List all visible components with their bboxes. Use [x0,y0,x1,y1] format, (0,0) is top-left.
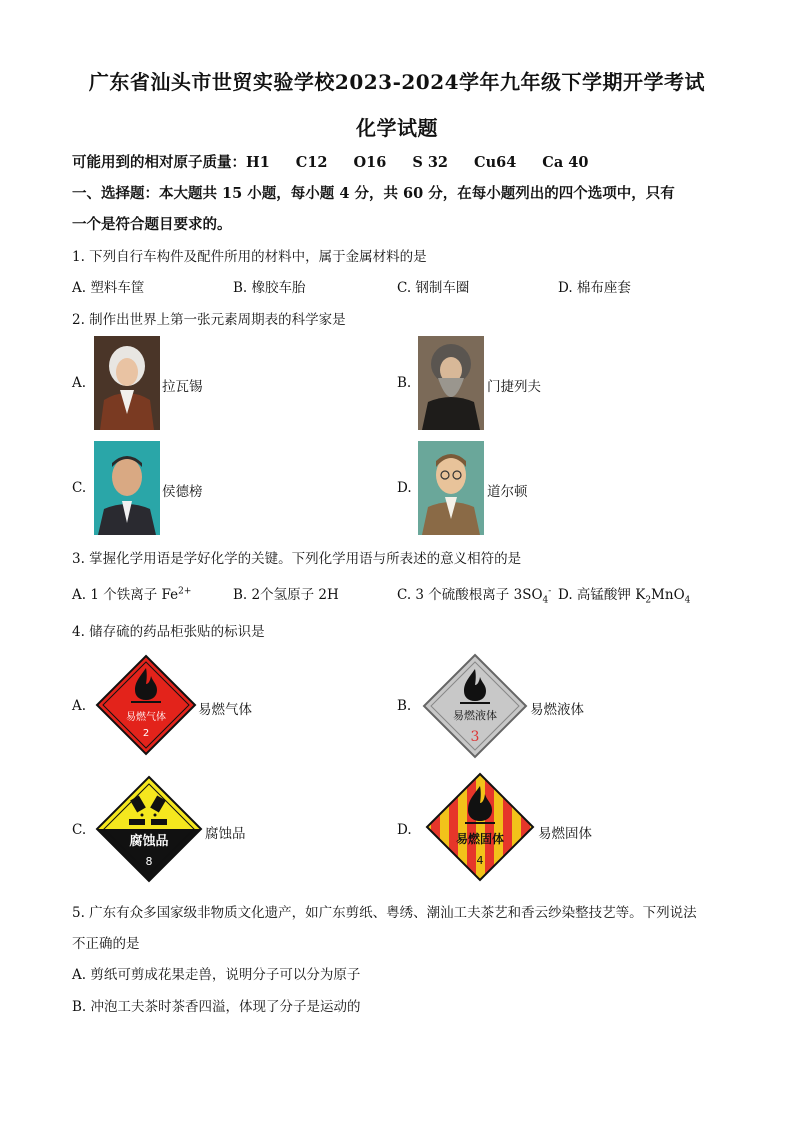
q3-option-a-text: A. 1 个铁离子 Fe [72,587,179,603]
q1-option-b[interactable]: B. 橡胶车胎 [233,280,306,296]
q3-option-d-text: D. 高锰酸钾 K [558,587,646,603]
section-heading: 一、选择题：本大题共 15 小题，每小题 4 分，共 60 分，在每小题列出的四个选项中，只有 [72,185,675,202]
portrait-lavoisier[interactable] [94,336,160,430]
q5-option-b[interactable]: B. 冲泡工夫茶时茶香四溢，体现了分子是运动的 [72,999,361,1015]
q1-option-c[interactable]: C. 钢制车圈 [397,280,470,296]
q3-option-d-mid: MnO [651,587,685,603]
q3-option-d[interactable] [558,583,690,606]
atomic-mass-item: Ca 40 [542,154,589,171]
sign-text: 易燃固体 [455,832,505,846]
q2-stem: 2. 制作出世界上第一张元素周期表的科学家是 [72,312,346,328]
sign-text: 易燃气体 [126,712,166,723]
q2-option-d-letter[interactable]: D. [397,480,412,496]
q3-stem: 3. 掌握化学用语是学好化学的关键。下列化学用语与所表述的意义相符的是 [72,551,522,567]
q5-option-a[interactable]: A. 剪纸可剪成花果走兽，说明分子可以分为原子 [72,967,361,983]
atomic-masses-label: 可能用到的相对原子质量： [72,154,246,171]
q2-option-c-name: 侯德榜 [162,484,203,500]
portrait-dalton-image [418,441,484,535]
q2-option-b-letter[interactable]: B. [397,375,412,391]
flammable-solid-sign[interactable] [425,772,535,882]
atomic-masses-line [72,151,614,172]
q2-option-d-name: 道尔顿 [487,484,528,500]
q3-option-c-charge: - [548,586,552,597]
portrait-dalton[interactable] [418,441,484,535]
atomic-mass-item: O16 [353,154,387,171]
portrait-mendeleev-image [418,336,484,430]
q4-stem: 4. 储存硫的药品柜张贴的标识是 [72,624,265,640]
sign-number: 3 [470,729,480,745]
portrait-hou-debang[interactable] [94,441,160,535]
q3-option-a-charge: 2+ [178,586,192,597]
sign-text: 腐蚀品 [129,834,169,849]
section-heading-cont: 一个是符合题目要求的。 [72,216,232,233]
q3-option-b[interactable]: B. 2个氢原子 2H [233,587,339,603]
q1-option-a[interactable]: A. 塑料车筐 [72,280,145,296]
sign-text: 易燃液体 [453,709,497,722]
atomic-mass-item: S 32 [412,154,449,171]
portrait-lavoisier-image [94,336,160,430]
q3-option-a[interactable] [72,583,191,603]
q3-option-c-subscript: 4 [542,595,549,606]
exam-subtitle: 化学试题 [356,116,438,140]
q3-option-d-subscript-2: 4 [684,595,691,606]
q2-option-c-letter[interactable]: C. [72,480,87,496]
atomic-mass-item: H1 [246,154,270,171]
q2-option-a-name: 拉瓦锡 [162,379,203,395]
q3-option-c-text: C. 3 个硫酸根离子 3SO [397,587,543,603]
sign-number: 2 [142,728,150,739]
atomic-mass-item: C12 [295,154,328,171]
q4-option-a-letter[interactable]: A. [72,698,87,714]
portrait-hou-debang-image [94,441,160,535]
q4-option-b-letter[interactable]: B. [397,698,412,714]
q5-stem-cont: 不正确的是 [72,936,140,952]
sign-number: 8 [145,855,153,868]
q2-option-b-name: 门捷列夫 [487,379,541,395]
q5-stem: 5. 广东有众多国家级非物质文化遗产，如广东剪纸、粤绣、潮汕工夫茶艺和香云纱染整技艺等。下列说法 [72,905,697,921]
flammable-gas-sign[interactable] [95,654,197,756]
corrosive-sign[interactable] [95,775,203,883]
q4-option-a-caption: 易燃气体 [198,702,252,718]
q1-stem: 1. 下列自行车构件及配件所用的材料中，属于金属材料的是 [72,249,427,265]
portrait-mendeleev[interactable] [418,336,484,430]
q3-option-c[interactable] [397,583,551,606]
q4-option-c-letter[interactable]: C. [72,822,87,838]
q4-option-d-caption: 易燃固体 [538,826,592,842]
q1-option-d[interactable]: D. 棉布座套 [558,280,631,296]
exam-title: 广东省汕头市世贸实验学校2023-2024学年九年级下学期开学考试 [88,70,706,94]
q2-option-a-letter[interactable]: A. [72,375,87,391]
q4-option-c-caption: 腐蚀品 [205,826,246,842]
flammable-liquid-sign[interactable] [422,653,528,759]
q3-option-d-subscript-1: 2 [645,595,652,606]
q4-option-b-caption: 易燃液体 [530,702,584,718]
atomic-mass-item: Cu64 [474,154,517,171]
q4-option-d-letter[interactable]: D. [397,822,412,838]
sign-number: 4 [476,854,484,867]
